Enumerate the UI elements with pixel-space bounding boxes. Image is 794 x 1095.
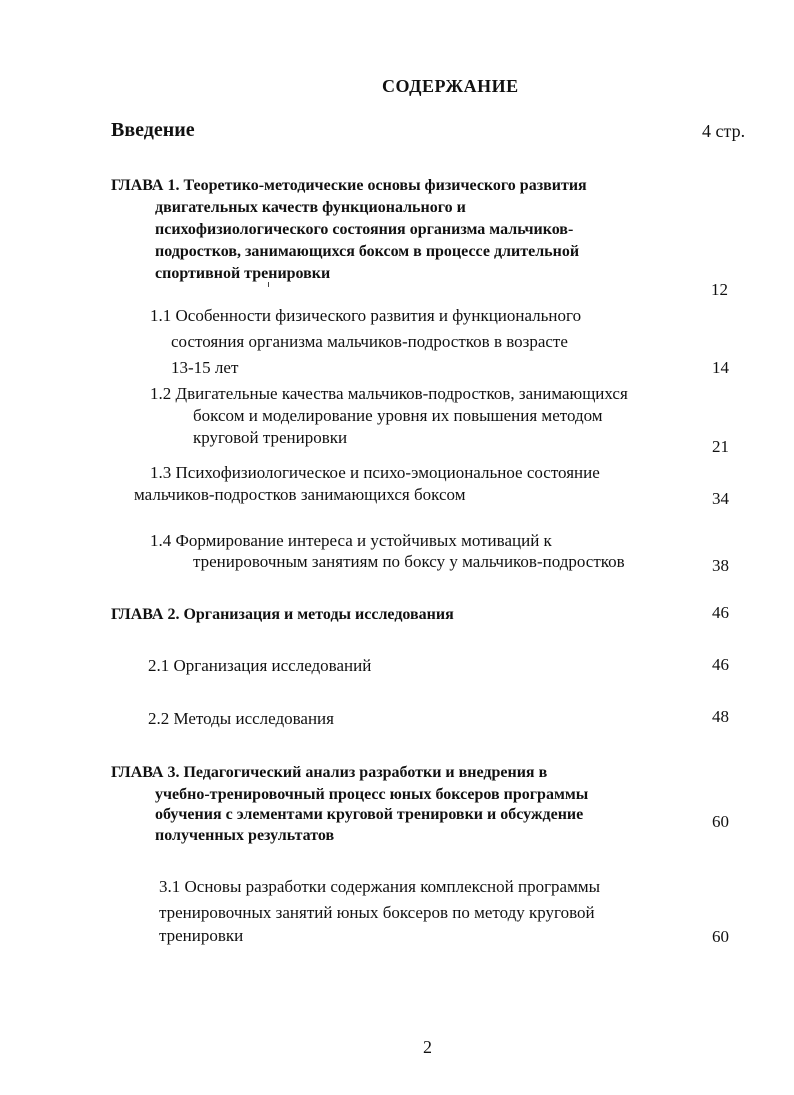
toc-section-line: 13-15 лет bbox=[171, 358, 239, 377]
page-title: СОДЕРЖАНИЕ bbox=[382, 76, 519, 96]
toc-chapter-1-line: спортивной тренировки bbox=[155, 265, 331, 282]
toc-chapter-1-line: психофизиологического состояния организма мальчиков- bbox=[155, 221, 574, 238]
toc-section-line: 3.1 Основы разработки содержания комплексной программы bbox=[159, 877, 601, 896]
toc-section-line: 1.3 Психофизиологическое и психо-эмоциональное состояние bbox=[150, 463, 600, 482]
toc-chapter-3-line: обучения с элементами круговой тренировки и обсуждение bbox=[155, 806, 584, 823]
toc-section-page: 21 bbox=[712, 437, 729, 456]
toc-section-line: 1.1 Особенности физического развития и функционального bbox=[150, 306, 582, 325]
toc-section-page: 38 bbox=[712, 556, 729, 575]
toc-section-line: тренировочных занятий юных боксеров по методу круговой bbox=[159, 903, 595, 922]
toc-intro-page: 4 стр. bbox=[702, 121, 746, 141]
toc-chapter-2-page: 46 bbox=[712, 603, 729, 622]
toc-section-2-2: 2.2 Методы исследования bbox=[148, 709, 334, 728]
toc-section-page: 34 bbox=[712, 489, 729, 508]
toc-chapter-1-line: двигательных качеств функционального и bbox=[155, 199, 466, 216]
toc-section-line: тренировки bbox=[159, 926, 244, 945]
toc-section-page: 60 bbox=[712, 927, 729, 946]
toc-section-line: боксом и моделирование уровня их повышения методом bbox=[193, 406, 603, 425]
toc-section-page: 14 bbox=[712, 358, 729, 377]
toc-intro-label: Введение bbox=[111, 119, 195, 141]
toc-chapter-2: ГЛАВА 2. Организация и методы исследования bbox=[111, 606, 454, 623]
toc-section-2-2-page: 48 bbox=[712, 707, 729, 726]
toc-section-2-1: 2.1 Организация исследований bbox=[148, 656, 372, 675]
toc-section-line: 1.2 Двигательные качества мальчиков-подростков, занимающихся bbox=[150, 384, 628, 403]
toc-chapter-3-line: полученных результатов bbox=[155, 827, 335, 844]
toc-section-2-1-page: 46 bbox=[712, 655, 729, 674]
toc-section-line: 1.4 Формирование интереса и устойчивых мотиваций к bbox=[150, 531, 552, 550]
toc-section-line: мальчиков-подростков занимающихся боксом bbox=[134, 485, 466, 504]
toc-chapter-3-line: ГЛАВА 3. Педагогический анализ разработки и внедрения в bbox=[111, 764, 548, 781]
toc-section-line: тренировочным занятиям по боксу у мальчиков-подростков bbox=[193, 552, 625, 571]
toc-chapter-3-page: 60 bbox=[712, 812, 729, 831]
page-number: 2 bbox=[423, 1037, 432, 1057]
toc-chapter-1-line: подростков, занимающихся боксом в процессе длительной bbox=[155, 243, 580, 260]
toc-chapter-1-line: ГЛАВА 1. Теоретико-методические основы физического развития bbox=[111, 177, 587, 194]
scan-speck bbox=[268, 282, 269, 287]
toc-section-line: круговой тренировки bbox=[193, 428, 348, 447]
toc-chapter-1-page: 12 bbox=[711, 280, 728, 299]
toc-section-line: состояния организма мальчиков-подростков в возрасте bbox=[171, 332, 568, 351]
toc-chapter-3-line: учебно-тренировочный процесс юных боксеров программы bbox=[155, 786, 589, 803]
